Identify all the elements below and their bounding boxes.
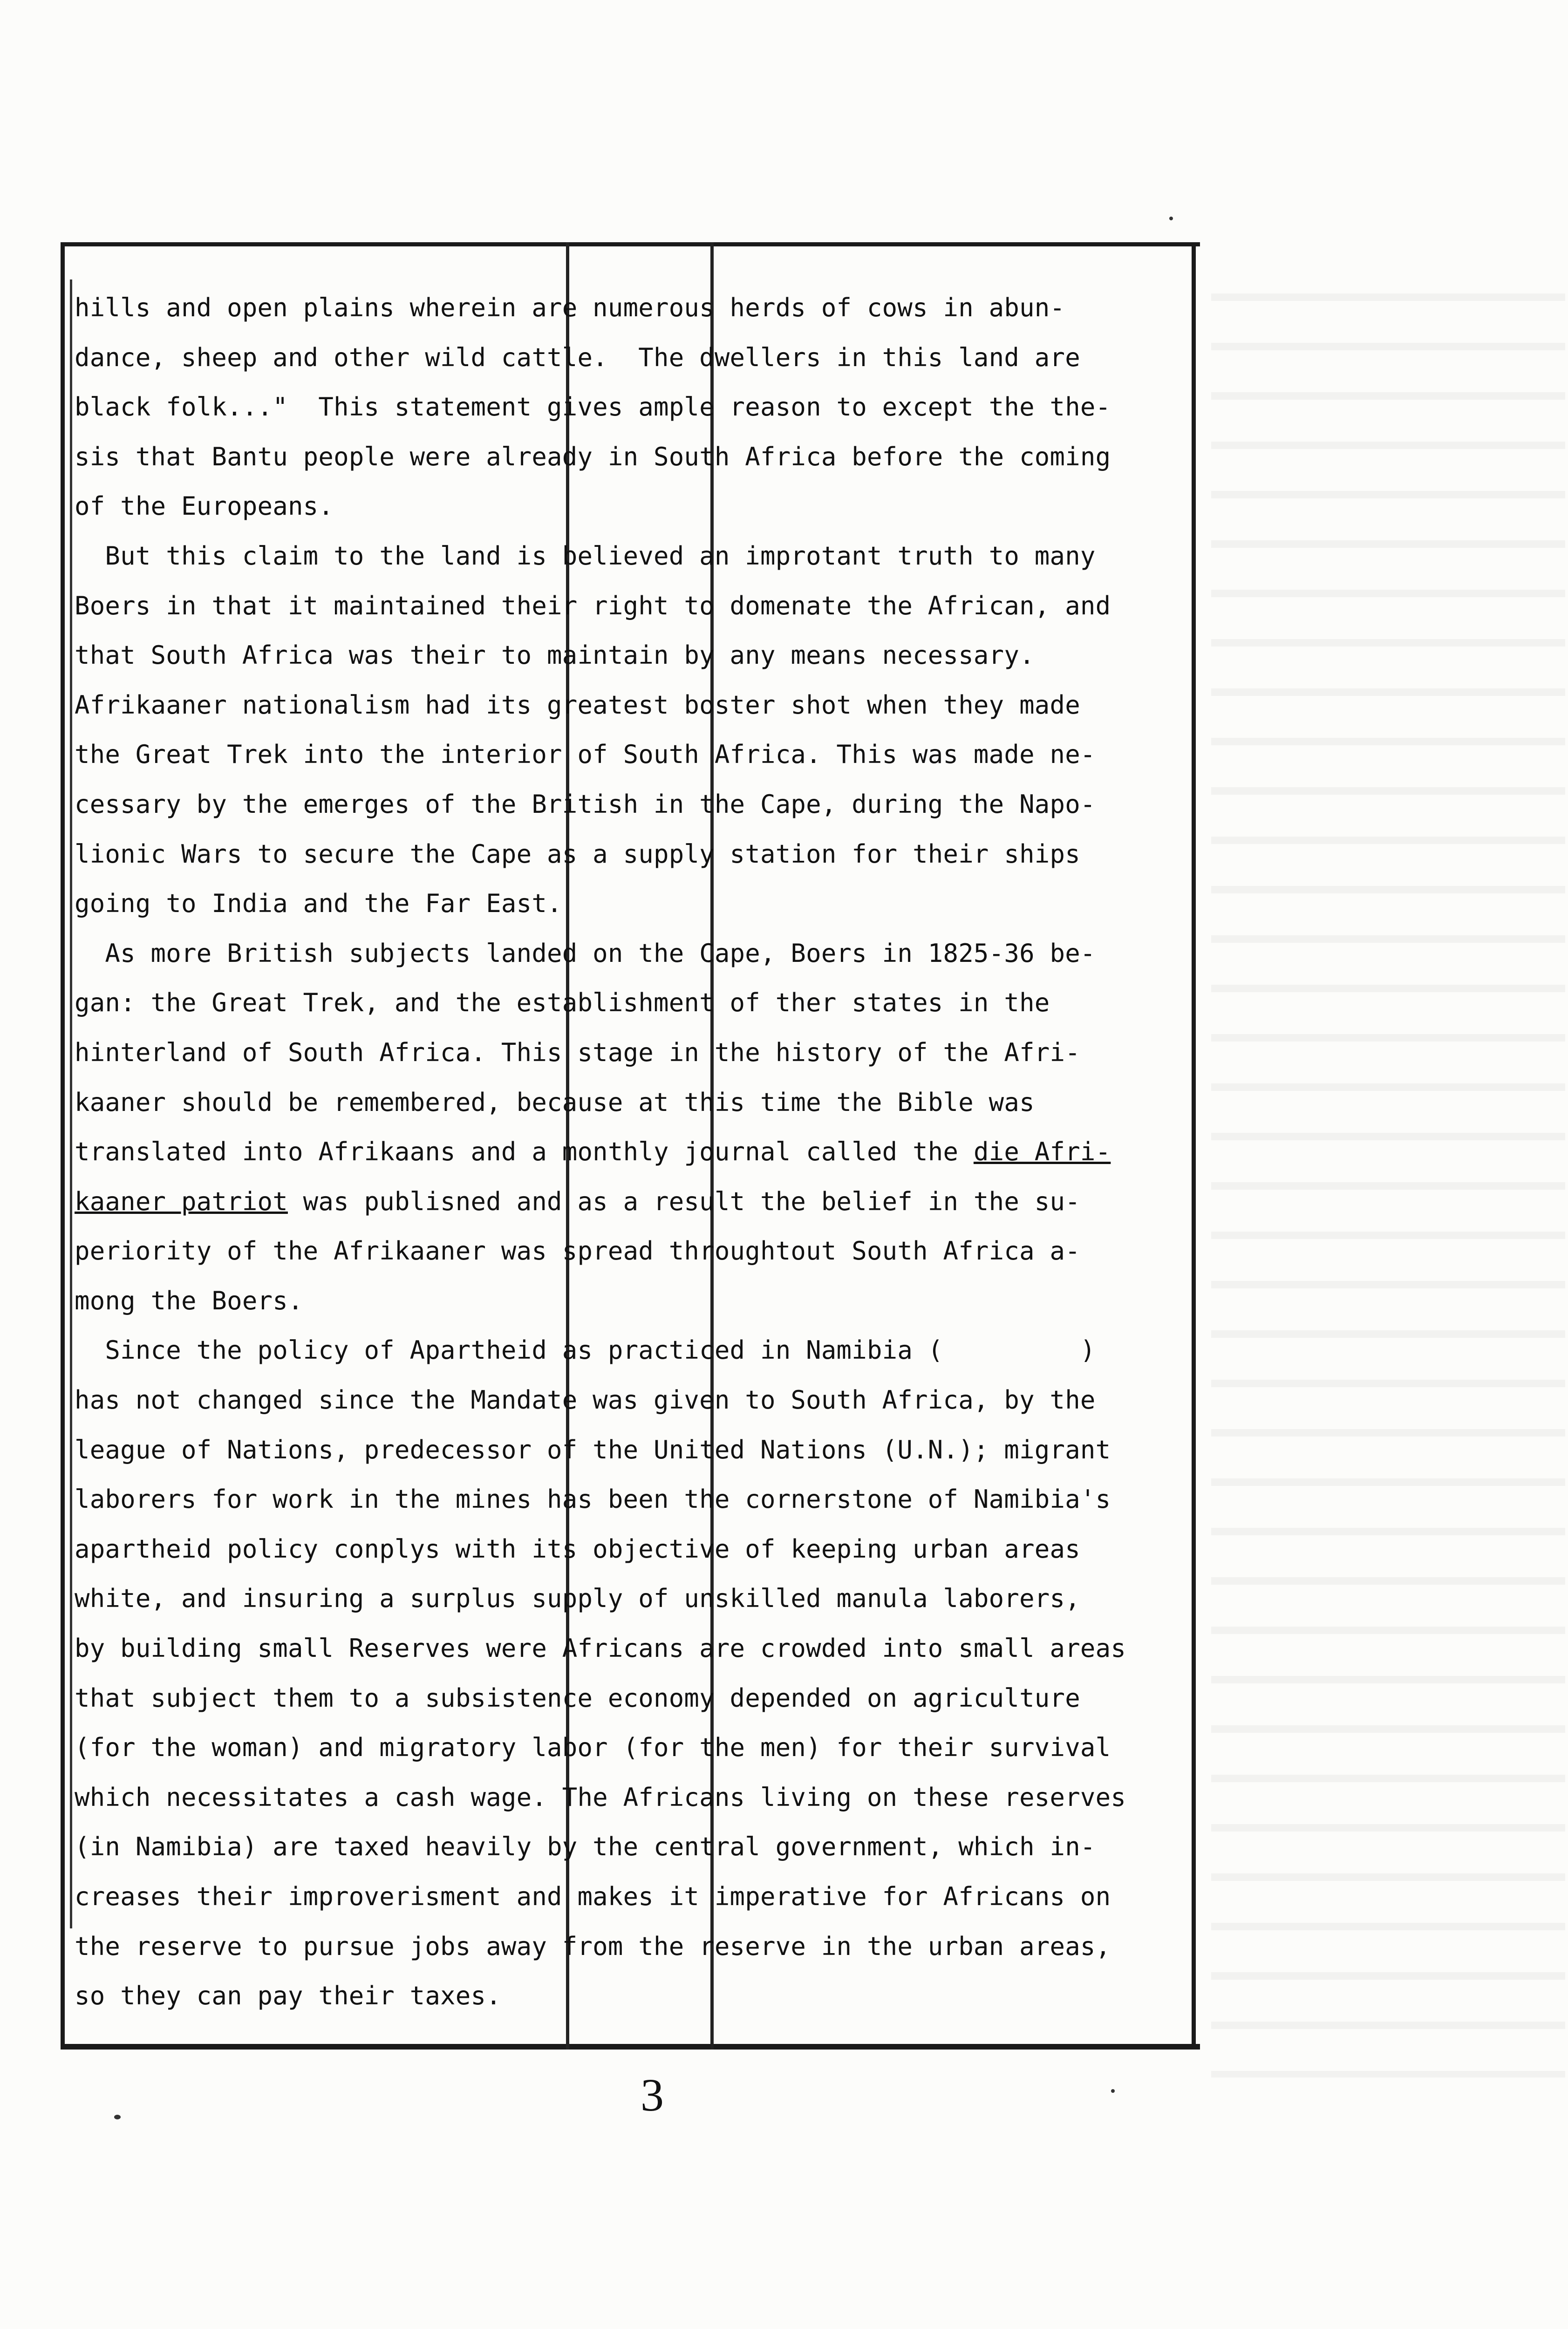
- text-line: dance, sheep and other wild cattle. The dwellers in this land are: [75, 342, 1080, 372]
- scan-speck: [1169, 217, 1173, 220]
- text-line: [75, 1127, 1193, 1177]
- text-line: black folk..." This statement gives ample reason to except the the-: [75, 392, 1111, 422]
- text-segment: translated into Afrikaans and a monthly journal called the: [75, 1137, 974, 1167]
- text-line: periority of the Afrikaaner was spread throughtout South Africa a-: [75, 1236, 1080, 1266]
- text-line: [75, 1177, 1193, 1227]
- text-line: hinterland of South Africa. This stage in the history of the Afri-: [75, 1037, 1080, 1067]
- text-line: that South Africa was their to maintain by any means necessary.: [75, 640, 1035, 670]
- text-line: mong the Boers.: [75, 1286, 303, 1315]
- text-line: the Great Trek into the interior of South Africa. This was made ne-: [75, 740, 1096, 770]
- text-line: the reserve to pursue jobs away from the reserve in the urban areas,: [75, 1931, 1111, 1961]
- text-line: kaaner should be remembered, because at this time the Bible was: [75, 1087, 1035, 1117]
- text-line: Since the policy of Apartheid as practiced in Namibia ( ): [75, 1335, 1096, 1365]
- text-line: by building small Reserves were Africans are crowded into small areas: [75, 1634, 1126, 1663]
- text-line: Boers in that it maintained their right to domenate the African, and: [75, 591, 1111, 620]
- text-line: (in Namibia) are taxed heavily by the central government, which in-: [75, 1832, 1096, 1862]
- inner-margin-rule: [70, 279, 72, 1928]
- journal-title-part-1: die Afri-: [973, 1137, 1111, 1167]
- text-line: apartheid policy conplys with its objective of keeping urban areas: [75, 1534, 1080, 1564]
- text-line: league of Nations, predecessor of the United Nations (U.N.); migrant: [75, 1435, 1111, 1464]
- text-line: white, and insuring a surplus supply of unskilled manula laborers,: [75, 1584, 1080, 1614]
- text-segment: was publisned and as a result the belief in the su-: [287, 1186, 1080, 1216]
- text-line: going to India and the Far East.: [75, 889, 562, 919]
- journal-title-part-2: kaaner patriot: [75, 1186, 288, 1216]
- text-line: lionic Wars to secure the Cape as a supply station for their ships: [75, 839, 1080, 869]
- text-line: laborers for work in the mines has been the cornerstone of Namibia's: [75, 1485, 1111, 1514]
- text-line: sis that Bantu people were already in South Africa before the coming: [75, 442, 1111, 471]
- scan-speck: [114, 2115, 121, 2119]
- text-line: hills and open plains wherein are numerous herds of cows in abun-: [75, 293, 1065, 322]
- body-text: [75, 283, 1193, 2021]
- text-line: that subject them to a subsistence economy depended on agriculture: [75, 1683, 1080, 1713]
- text-line: gan: the Great Trek, and the establishment of ther states in the: [75, 988, 1050, 1018]
- text-line: Afrikaaner nationalism had its greatest boster shot when they made: [75, 690, 1080, 720]
- text-line: so they can pay their taxes.: [75, 1981, 501, 2011]
- text-line: creases their improverisment and makes it imperative for Africans on: [75, 1882, 1111, 1911]
- text-line: But this claim to the land is believed an improtant truth to many: [75, 541, 1096, 571]
- text-line: which necessitates a cash wage. The Africans living on these reserves: [75, 1782, 1126, 1812]
- text-line: As more British subjects landed on the Cape, Boers in 1825-36 be-: [75, 938, 1096, 968]
- bleed-through-text: [1211, 261, 1565, 2077]
- text-line: cessary by the emerges of the British in the Cape, during the Napo-: [75, 789, 1096, 819]
- page-number: 3: [641, 2069, 664, 2121]
- text-line: of the Europeans.: [75, 491, 334, 521]
- scan-speck: [1111, 2089, 1115, 2093]
- text-line: (for the woman) and migratory labor (for the men) for their survival: [75, 1733, 1111, 1763]
- text-line: has not changed since the Mandate was given to South Africa, by the: [75, 1385, 1096, 1415]
